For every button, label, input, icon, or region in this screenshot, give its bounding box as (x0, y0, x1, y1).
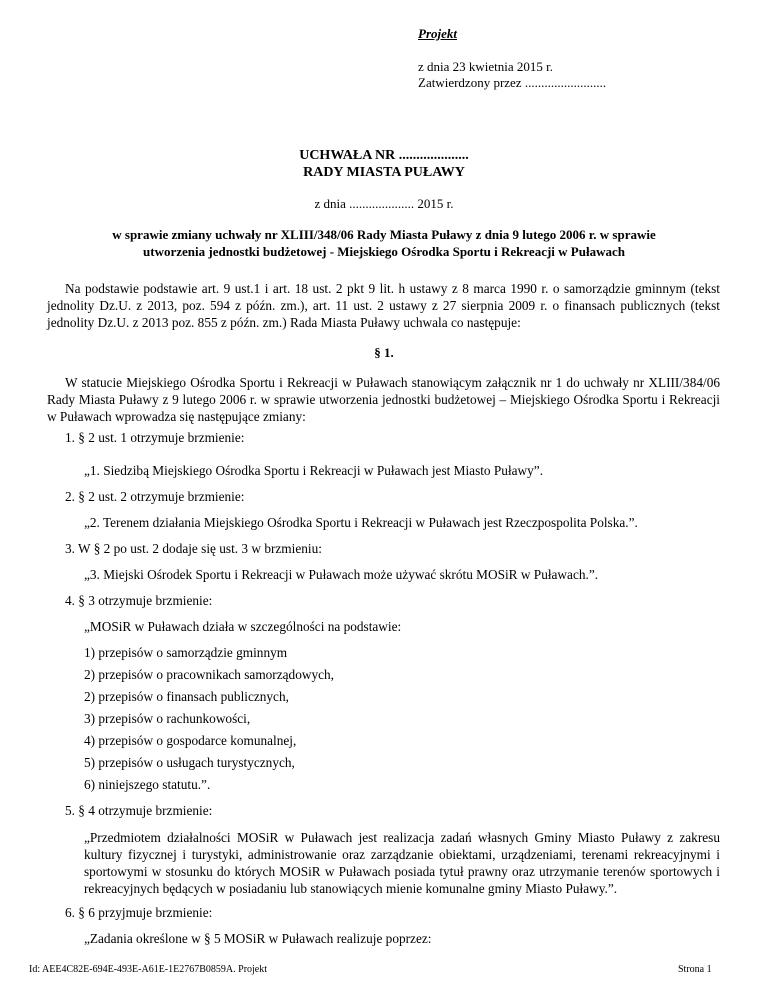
footer-document-id: Id: AEE4C82E-694E-493E-A61E-1E2767B0859A. Projekt (29, 964, 268, 975)
footer-page-number: Strona 1 (678, 964, 712, 975)
amendment-quote-1: „1. Siedzibą Miejskiego Ośrodka Sportu i Rekreacji w Puławach jest Miasto Puławy”. (84, 463, 544, 478)
amendment-item-4: 4. § 3 otrzymuje brzmienie: (65, 593, 213, 608)
amendment-quote-4: „MOSiR w Puławach działa w szczególności na podstawie: (84, 619, 402, 634)
resolution-date: z dnia .................... 2015 r. (314, 196, 454, 211)
list-item: 2) przepisów o finansach publicznych, (84, 689, 289, 704)
subject-line-2: utworzenia jednostki budżetowej - Miejskiego Ośrodka Sportu i Rekreacji w Puławach (143, 244, 625, 259)
amendment-quote-2: „2. Terenem działania Miejskiego Ośrodka Sportu i Rekreacji w Puławach jest Rzeczpospolita Polska.”. (84, 515, 638, 530)
amendment-item-6: 6. § 6 przyjmuje brzmienie: (65, 905, 213, 920)
list-item: 2) przepisów o pracownikach samorządowych, (84, 667, 334, 682)
amendment-quote-3: „3. Miejski Ośrodek Sportu i Rekreacji w Puławach może używać skrótu MOSiR w Puławach.”. (84, 567, 599, 582)
resolution-subject (0, 226, 768, 260)
list-item: 3) przepisów o rachunkowości, (84, 711, 251, 726)
projekt-label: Projekt (418, 26, 457, 41)
header-block (418, 26, 606, 91)
list-item: 1) przepisów o samorządzie gminnym (84, 645, 288, 660)
resolution-council: RADY MIASTA PUŁAWY (303, 165, 465, 180)
amendment-quote-6: „Zadania określone w § 5 MOSiR w Puławach realizuje poprzez: (84, 931, 432, 946)
list-item: 5) przepisów o usługach turystycznych, (84, 755, 295, 770)
preamble: Na podstawie podstawie art. 9 ust.1 i art. 18 ust. 2 pkt 9 lit. h ustawy z 8 marca 1990 r. o samorządzie gminnym (tekst jednolity Dz.U. z 2013, poz. 594 z późn. zm.), art. 11 ust. 2 ustawy z 27 sierpnia 2009 r. o finansach publicznych (tekst jednolity Dz.U. z 2013 poz. 855 z późn. zm.) Rada Miasta Puławy uchwala co następuje: (47, 281, 720, 330)
header-date: z dnia 23 kwietnia 2015 r. (418, 59, 554, 74)
amendment-item-5: 5. § 4 otrzymuje brzmienie: (65, 803, 213, 818)
resolution-title (0, 147, 768, 181)
amendment-quote-5: „Przedmiotem działalności MOSiR w Puławach jest realizacja zadań własnych Gminy Miasto Puławy z zakresu kultury fizycznej i turystyki, administrowanie oraz zarządzanie obiektami, urządzeniami, terenami rekreacyjnymi i sportowymi w stosunku do których MOSiR w Puławach posiada tytuł prawny oraz utrzymanie terenów sportowych i rekreacyjnych będących w posiadaniu lub stanowiących mienie komunalne gminy Miasto Puławy.”. (84, 830, 720, 896)
header-approved: Zatwierdzony przez ......................... (418, 75, 607, 90)
subject-line-1: w sprawie zmiany uchwały nr XLIII/348/06 Rady Miasta Puławy z dnia 9 lutego 2006 r. w sprawie (112, 227, 656, 242)
list-item: 6) niniejszego statutu.”. (84, 777, 211, 792)
amendment-item-3: 3. W § 2 po ust. 2 dodaje się ust. 3 w brzmieniu: (65, 541, 322, 556)
list-item: 4) przepisów o gospodarce komunalnej, (84, 733, 297, 748)
section-heading: § 1. (374, 345, 394, 360)
resolution-number: UCHWAŁA NR .................... (299, 148, 469, 163)
amendment-item-2: 2. § 2 ust. 2 otrzymuje brzmienie: (65, 489, 245, 504)
section-intro: W statucie Miejskiego Ośrodka Sportu i Rekreacji w Puławach stanowiącym załącznik nr 1 do uchwały nr XLIII/384/06 Rady Miasta Puławy z 9 lutego 2006 r. w sprawie utworzenia jednostki budżetowej – Miejskiego Ośrodka Sportu i Rekreacji w Puławach wprowadza się następujące zmiany: (47, 375, 720, 424)
amendment-item-1: 1. § 2 ust. 1 otrzymuje brzmienie: (65, 430, 245, 445)
